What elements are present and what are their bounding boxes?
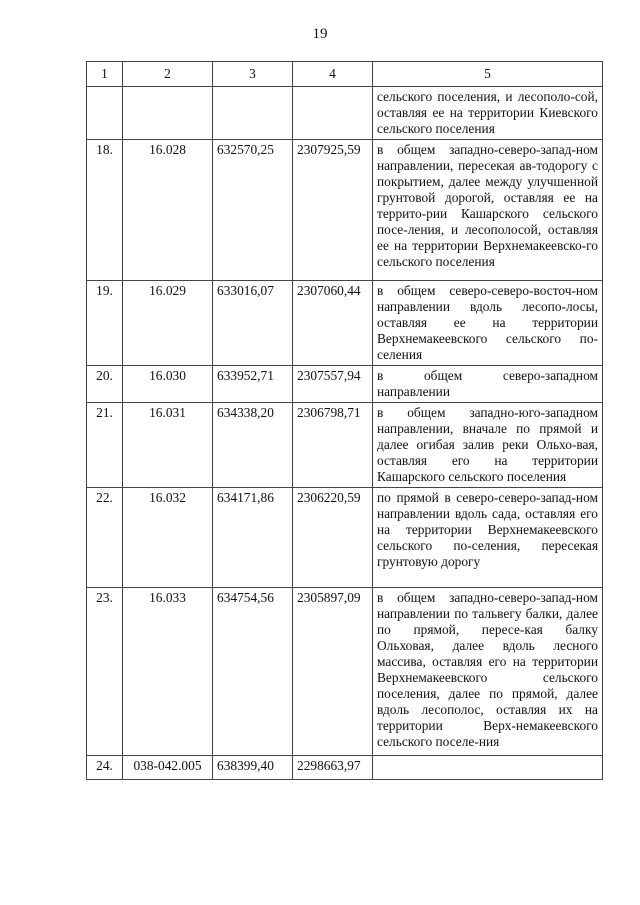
header-row <box>87 62 603 87</box>
table-row <box>87 588 603 756</box>
table-row <box>87 488 603 588</box>
coordinate-y: 2306220,59 <box>293 488 373 588</box>
boundary-description: сельского поселения, и лесополо-сой, оставляя ее на территории Киевского сельского поселения <box>373 87 603 140</box>
boundary-table <box>86 61 603 780</box>
table-row <box>87 87 603 140</box>
row-number <box>87 87 123 140</box>
row-number: 23. <box>87 588 123 756</box>
coordinate-y <box>293 87 373 140</box>
coordinate-y: 2306798,71 <box>293 403 373 488</box>
header-cell-1: 1 <box>87 62 123 87</box>
row-number: 22. <box>87 488 123 588</box>
row-number: 24. <box>87 756 123 780</box>
table-row <box>87 281 603 366</box>
point-code: 16.031 <box>123 403 213 488</box>
point-code: 16.030 <box>123 366 213 403</box>
header-cell-4: 4 <box>293 62 373 87</box>
point-code <box>123 87 213 140</box>
point-code: 16.029 <box>123 281 213 366</box>
header-cell-5: 5 <box>373 62 603 87</box>
boundary-description <box>373 756 603 780</box>
boundary-description: в общем западно-юго-западном направлении, вначале по прямой и далее огибая залив реки Ольхо-вая, оставляя его на территории Кашарского сельского поселения <box>373 403 603 488</box>
coordinate-x: 634754,56 <box>213 588 293 756</box>
coordinate-y: 2298663,97 <box>293 756 373 780</box>
coordinate-x: 634171,86 <box>213 488 293 588</box>
header-cell-3: 3 <box>213 62 293 87</box>
coordinate-x: 638399,40 <box>213 756 293 780</box>
coordinate-x <box>213 87 293 140</box>
table-row <box>87 140 603 281</box>
table-row <box>87 756 603 780</box>
point-code: 16.028 <box>123 140 213 281</box>
coordinate-x: 633952,71 <box>213 366 293 403</box>
point-code: 038-042.005 <box>123 756 213 780</box>
boundary-description: в общем северо-западном направлении <box>373 366 603 403</box>
row-number: 21. <box>87 403 123 488</box>
table-row <box>87 403 603 488</box>
table-row <box>87 366 603 403</box>
coordinate-y: 2305897,09 <box>293 588 373 756</box>
point-code: 16.032 <box>123 488 213 588</box>
coordinate-x: 633016,07 <box>213 281 293 366</box>
page-number: 19 <box>312 26 328 42</box>
coordinate-y: 2307557,94 <box>293 366 373 403</box>
coordinate-y: 2307925,59 <box>293 140 373 281</box>
coordinate-x: 632570,25 <box>213 140 293 281</box>
point-code: 16.033 <box>123 588 213 756</box>
coordinate-y: 2307060,44 <box>293 281 373 366</box>
header-cell-2: 2 <box>123 62 213 87</box>
boundary-description: по прямой в северо-северо-запад-ном направлении вдоль сада, оставляя его на территории Верхнемакеевского сельского по-селения, пересекая грунтовую дорогу <box>373 488 603 588</box>
row-number: 19. <box>87 281 123 366</box>
boundary-description: в общем западно-северо-запад-ном направлении по тальвегу балки, далее по прямой, пересе-кая балку Ольховая, далее вдоль лесного массива, оставляя его на территории Верхнемакеевского сельского поселения, далее по прямой, далее вдоль лесополос, оставляя их на территории Верх-немакеевского сельского поселе-ния <box>373 588 603 756</box>
coordinate-x: 634338,20 <box>213 403 293 488</box>
row-number: 20. <box>87 366 123 403</box>
row-number: 18. <box>87 140 123 281</box>
boundary-description: в общем западно-северо-запад-ном направлении, пересекая ав-тодорогу с покрытием, далее между улучшенной грунтовой дорогой, оставляя ее на террито-рии Кашарского сельского посе-ления, и лесополосой, оставляя ее на территории Верхнемакеевско-го сельского поселения <box>373 140 603 281</box>
boundary-description: в общем северо-северо-восточ-ном направлении вдоль лесопо-лосы, оставляя ее на территории Верхнемакеевского сельского по-селения <box>373 281 603 366</box>
